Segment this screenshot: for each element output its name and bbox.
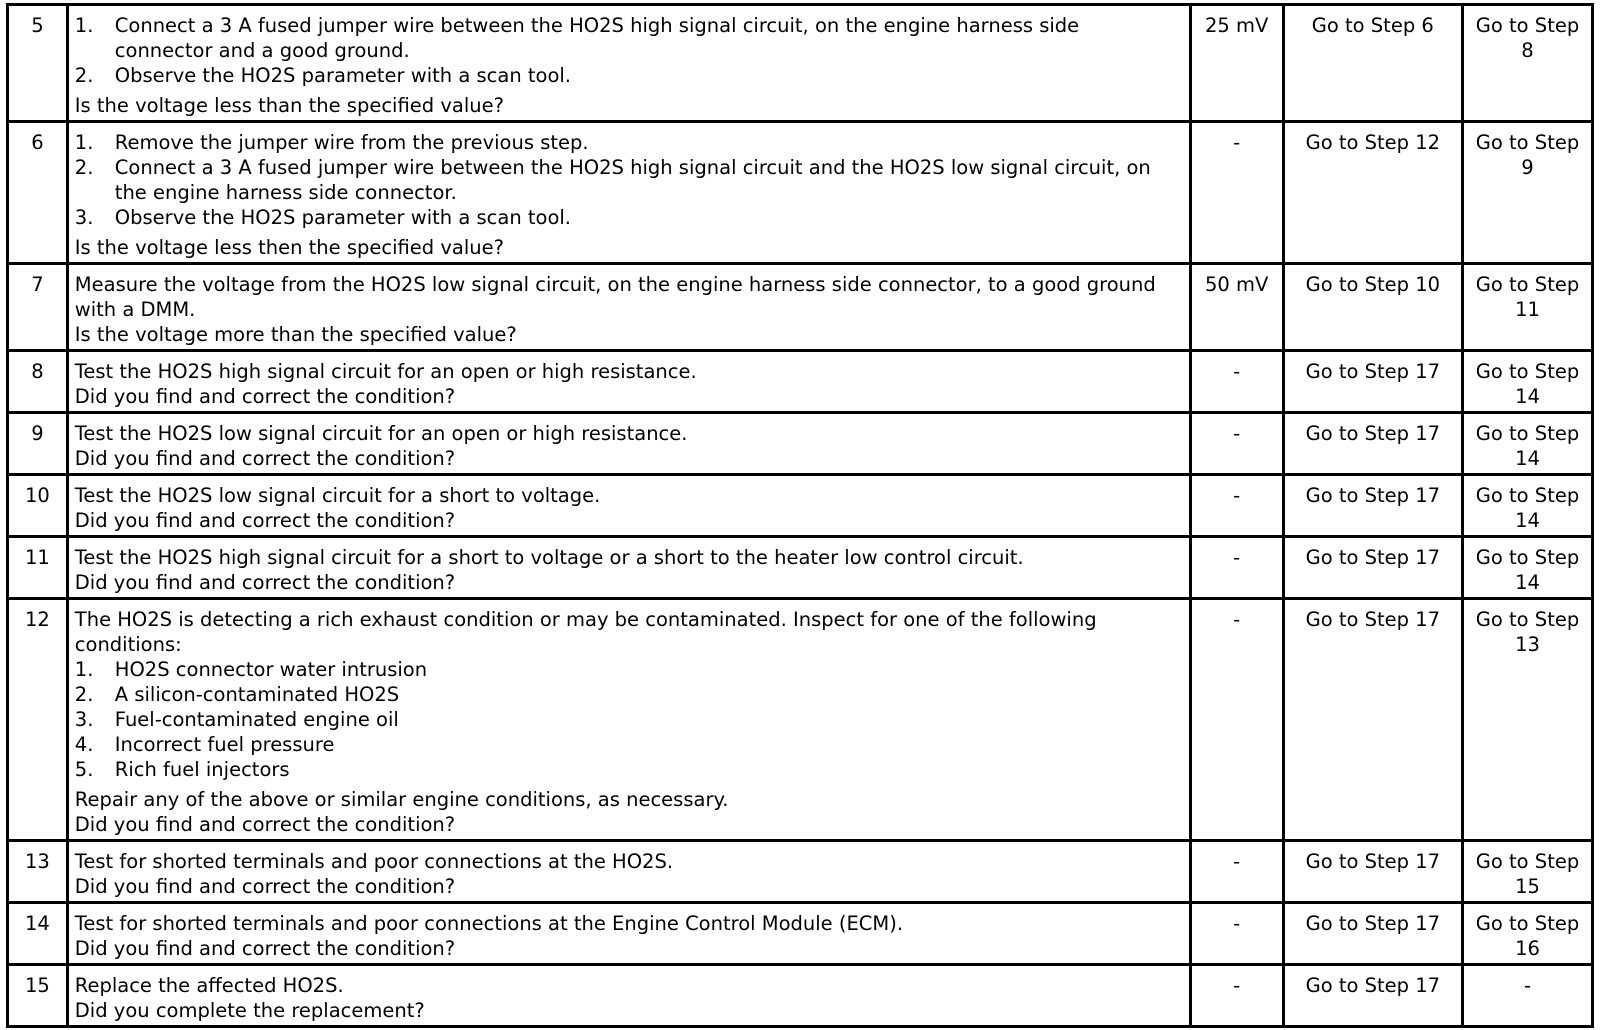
- value-cell: -: [1190, 599, 1283, 841]
- action-cell: [67, 351, 1190, 413]
- value-cell: -: [1190, 537, 1283, 599]
- action-text: Test the HO2S low signal circuit for a short to voltage.: [74, 484, 601, 507]
- yes-cell: Go to Step 17: [1283, 351, 1462, 413]
- action-cell: [67, 965, 1190, 1027]
- value-cell: 25 mV: [1190, 5, 1283, 122]
- step-number-cell: 9: [8, 413, 68, 475]
- table-row: [8, 413, 1593, 475]
- action-text: Test for shorted terminals and poor connections at the Engine Control Module (ECM).: [74, 912, 904, 935]
- list-item-number: 3.: [74, 206, 94, 229]
- list-item-number: 1.: [74, 658, 94, 681]
- action-cell: [67, 475, 1190, 537]
- no-cell: -: [1463, 965, 1593, 1027]
- action-question: Did you find and correct the condition?: [74, 447, 456, 470]
- action-text: Test for shorted terminals and poor connections at the HO2S.: [74, 850, 674, 873]
- yes-cell: Go to Step 17: [1283, 537, 1462, 599]
- list-item-number: 1.: [74, 131, 94, 154]
- value-cell: -: [1190, 841, 1283, 903]
- value-cell: 50 mV: [1190, 264, 1283, 351]
- action-cell: [67, 413, 1190, 475]
- action-list-item: [75, 707, 1183, 732]
- action-list-item: [75, 682, 1183, 707]
- list-item-text: Remove the jumper wire from the previous step.: [114, 131, 589, 154]
- step-number-cell: 15: [8, 965, 68, 1027]
- action-question: Did you find and correct the condition?: [74, 509, 456, 532]
- value-cell: -: [1190, 903, 1283, 965]
- action-list-item: [75, 657, 1183, 682]
- action-text: Test the HO2S high signal circuit for a short to voltage or a short to the heater low control circuit.: [74, 546, 1024, 569]
- table-row: [8, 903, 1593, 965]
- action-question: Did you find and correct the condition?: [74, 571, 456, 594]
- no-cell: Go to Step 15: [1463, 841, 1593, 903]
- list-item-number: 2.: [74, 683, 94, 706]
- no-cell: Go to Step 9: [1463, 122, 1593, 264]
- list-item-number: 4.: [74, 733, 94, 756]
- table-row: [8, 965, 1593, 1027]
- action-cell: [67, 841, 1190, 903]
- yes-cell: Go to Step 17: [1283, 903, 1462, 965]
- no-cell: Go to Step 14: [1463, 537, 1593, 599]
- action-cell: [67, 122, 1190, 264]
- value-cell: -: [1190, 351, 1283, 413]
- list-item-text: Incorrect fuel pressure: [114, 733, 335, 756]
- no-cell: Go to Step 14: [1463, 475, 1593, 537]
- step-number-cell: 10: [8, 475, 68, 537]
- no-cell: Go to Step 16: [1463, 903, 1593, 965]
- value-cell: -: [1190, 122, 1283, 264]
- action-text: Test the HO2S high signal circuit for an open or high resistance.: [74, 360, 697, 383]
- action-cell: [67, 903, 1190, 965]
- no-cell: Go to Step 14: [1463, 351, 1593, 413]
- action-question: Is the voltage less then the specified value?: [74, 236, 504, 259]
- action-list-item: [75, 130, 1183, 155]
- step-number-cell: 5: [8, 5, 68, 122]
- action-cell: [67, 537, 1190, 599]
- list-item-text: Connect a 3 A fused jumper wire between the HO2S high signal circuit, on the engine harness side connector and a good ground.: [114, 14, 1080, 62]
- step-number-cell: 11: [8, 537, 68, 599]
- list-item-text: HO2S connector water intrusion: [114, 658, 428, 681]
- action-question: Did you find and correct the condition?: [74, 937, 456, 960]
- step-number-cell: 13: [8, 841, 68, 903]
- yes-cell: Go to Step 17: [1283, 841, 1462, 903]
- action-question: Is the voltage more than the specified value?: [74, 323, 517, 346]
- yes-cell: Go to Step 17: [1283, 475, 1462, 537]
- action-list-item: [75, 757, 1183, 782]
- action-cell: [67, 264, 1190, 351]
- action-question: Is the voltage less than the specified value?: [74, 94, 504, 117]
- list-item-text: Fuel-contaminated engine oil: [114, 708, 399, 731]
- table-row: [8, 841, 1593, 903]
- list-item-number: 1.: [74, 14, 94, 37]
- table-row: [8, 599, 1593, 841]
- action-list-item: [75, 155, 1183, 205]
- action-text: Replace the affected HO2S.: [74, 974, 344, 997]
- list-item-number: 3.: [74, 708, 94, 731]
- yes-cell: Go to Step 6: [1283, 5, 1462, 122]
- action-cell: [67, 5, 1190, 122]
- table-body: [8, 5, 1593, 1027]
- no-cell: Go to Step 14: [1463, 413, 1593, 475]
- action-text: Measure the voltage from the HO2S low signal circuit, on the engine harness side connector, to a good ground with a DMM.: [74, 273, 1156, 321]
- step-number-cell: 8: [8, 351, 68, 413]
- list-item-number: 2.: [74, 64, 94, 87]
- action-question: Did you complete the replacement?: [74, 999, 425, 1022]
- step-number-cell: 14: [8, 903, 68, 965]
- table-row: [8, 5, 1593, 122]
- no-cell: Go to Step 11: [1463, 264, 1593, 351]
- action-question: Did you find and correct the condition?: [74, 813, 456, 836]
- no-cell: Go to Step 13: [1463, 599, 1593, 841]
- yes-cell: Go to Step 17: [1283, 599, 1462, 841]
- step-number-cell: 6: [8, 122, 68, 264]
- action-text: The HO2S is detecting a rich exhaust condition or may be contaminated. Inspect for one of the following conditions:: [74, 608, 1097, 656]
- table-row: [8, 537, 1593, 599]
- yes-cell: Go to Step 10: [1283, 264, 1462, 351]
- value-cell: -: [1190, 475, 1283, 537]
- yes-cell: Go to Step 17: [1283, 413, 1462, 475]
- action-note: Repair any of the above or similar engine conditions, as necessary.: [74, 788, 729, 811]
- yes-cell: Go to Step 17: [1283, 965, 1462, 1027]
- value-cell: -: [1190, 965, 1283, 1027]
- list-item-number: 5.: [74, 758, 94, 781]
- diagnostic-steps-table: [6, 3, 1594, 1028]
- list-item-text: Observe the HO2S parameter with a scan tool.: [114, 64, 571, 87]
- action-list-item: [75, 63, 1183, 88]
- list-item-text: Rich fuel injectors: [114, 758, 290, 781]
- action-question: Did you find and correct the condition?: [74, 875, 456, 898]
- action-question: Did you find and correct the condition?: [74, 385, 456, 408]
- list-item-text: A silicon-contaminated HO2S: [114, 683, 400, 706]
- value-cell: -: [1190, 413, 1283, 475]
- list-item-number: 2.: [74, 156, 94, 179]
- yes-cell: Go to Step 12: [1283, 122, 1462, 264]
- table-row: [8, 122, 1593, 264]
- step-number-cell: 7: [8, 264, 68, 351]
- list-item-text: Connect a 3 A fused jumper wire between the HO2S high signal circuit and the HO2S low signal circuit, on the engine harness side connector.: [114, 156, 1151, 204]
- action-text: Test the HO2S low signal circuit for an open or high resistance.: [74, 422, 688, 445]
- list-item-text: Observe the HO2S parameter with a scan tool.: [114, 206, 571, 229]
- action-list-item: [75, 13, 1183, 63]
- step-number-cell: 12: [8, 599, 68, 841]
- action-list-item: [75, 732, 1183, 757]
- action-cell: [67, 599, 1190, 841]
- table-row: [8, 351, 1593, 413]
- no-cell: Go to Step 8: [1463, 5, 1593, 122]
- action-list-item: [75, 205, 1183, 230]
- table-row: [8, 264, 1593, 351]
- table-row: [8, 475, 1593, 537]
